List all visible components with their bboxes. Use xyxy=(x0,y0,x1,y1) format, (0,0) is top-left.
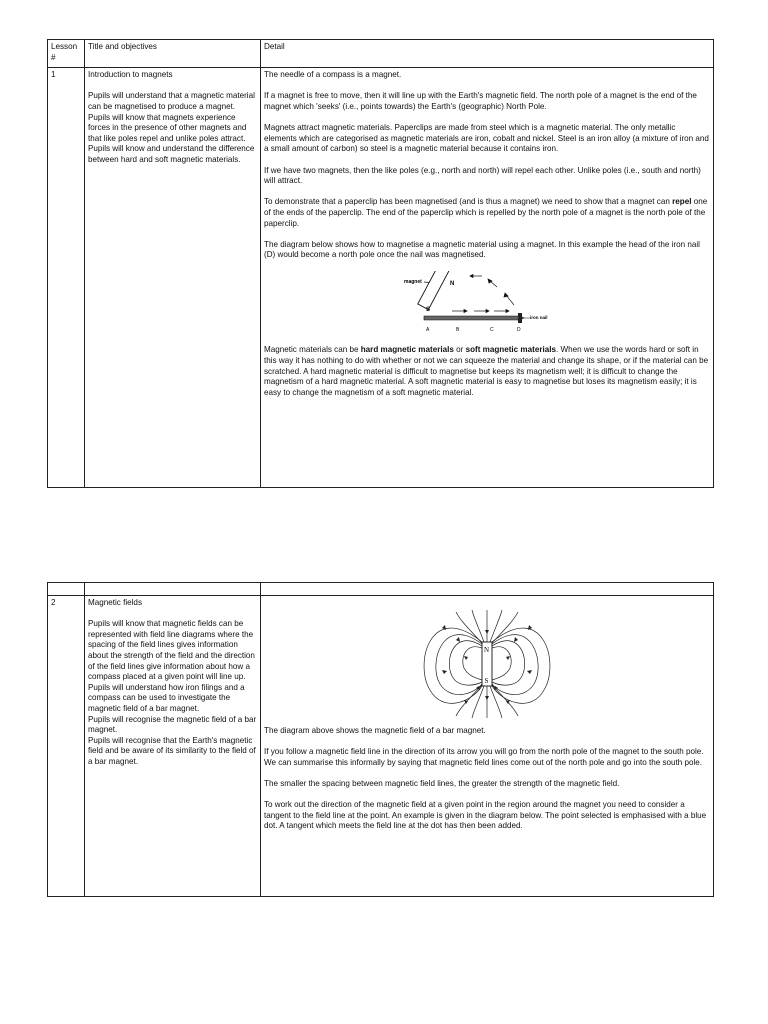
objective-item: Pupils will understand that a magnetic material can be magnetised to produce a magnet. xyxy=(88,91,255,111)
detail-paragraph: To work out the direction of the magnetic field at a given point in the region around the magnet you need to consider a tangent to the field line at the point. An example is given in the diagram below. The point selected is emphasised with a blue dot. A tangent which meets the field line at the dot has then been added. xyxy=(264,800,707,831)
lesson-number: 1 xyxy=(48,68,85,488)
bold-term: repel xyxy=(672,197,692,207)
objective-item: Pupils will know that magnets experience forces in the presence of other magnets and that like poles repel and unlike poles attract. xyxy=(88,112,247,143)
iron-nail xyxy=(424,316,524,320)
point-label-a: A xyxy=(426,327,430,334)
lesson-detail-cell xyxy=(261,596,714,897)
detail-paragraph: To demonstrate that a paperclip has been magnetised (and is thus a magnet) we need to show that a magnet can repel one of the ends of the paperclip. The end of the paperclip which is repelled by the north pole of a magnet is the north pole of the paperclip. xyxy=(264,197,708,228)
lesson-table-2 xyxy=(47,582,714,897)
table-row xyxy=(48,68,714,488)
table-row xyxy=(48,596,714,897)
stroke-arrows xyxy=(452,275,514,313)
bar-magnet-field-diagram xyxy=(420,608,554,720)
header-title-objectives: Title and objectives xyxy=(85,40,261,68)
objective-item: Pupils will understand how iron filings and a compass can be used to investigate the magnetic field of a bar magnet. xyxy=(88,682,245,713)
iron-nail-label: iron nail xyxy=(530,315,548,321)
lesson-number: 2 xyxy=(48,596,85,897)
s-pole-label: S xyxy=(426,307,431,314)
point-label-b: B xyxy=(456,327,460,334)
header-empty xyxy=(48,583,85,596)
bar-magnet xyxy=(418,271,449,310)
point-label-c: C xyxy=(490,327,494,334)
detail-paragraph: The diagram above shows the magnetic field of a bar magnet. xyxy=(264,726,486,735)
lesson-title: Magnetic fields xyxy=(88,598,142,607)
detail-paragraph: If we have two magnets, then the like poles (e.g., north and north) will repel each other. Unlike poles (i.e., south and north) will attract. xyxy=(264,165,701,186)
point-label-d: D xyxy=(517,327,521,334)
detail-paragraph: The needle of a compass is a magnet. xyxy=(264,70,402,80)
objective-item: Pupils will know that magnetic fields can be represented with field line diagrams where the spacing of the field lines gives information about the strength of the field and the direction of the field lines give information about how a compass placed at a given point will line up. xyxy=(88,619,255,682)
table-header-row xyxy=(48,40,714,68)
detail-paragraph: The diagram below shows how to magnetise a magnetic material using a magnet. In this example the head of the iron nail (D) would become a north pole once the nail was magnetised. xyxy=(264,239,700,260)
detail-paragraph: Magnetic materials can be hard magnetic materials or soft magnetic materials. When we use the words hard or soft in this way it has nothing to do with whether or not we can squeeze the material and change its shape, or if the material can be scratched. A hard magnetic material is difficult to magnetise but keeps its magnetism well; it is difficult to change the magnetism of a hard magnetic material. A soft magnetic material is easy to magnetise but loses its magnetism easily; it is easy to change the magnetism of a soft magnetic material. xyxy=(264,345,709,397)
detail-paragraph: The smaller the spacing between magnetic field lines, the greater the strength of the magnetic field. xyxy=(264,778,620,788)
header-empty xyxy=(261,583,714,596)
detail-paragraph: If a magnet is free to move, then it will line up with the Earth's magnetic field. The north pole of a magnet is the end of the magnet which 'seeks' (i.e., points towards) the Earth's (geographic) North Pole. xyxy=(264,91,697,111)
objective-item: Pupils will recognise that the Earth's magnetic field and be aware of its similarity to the field of a bar magnet. xyxy=(88,735,256,766)
detail-paragraph: Magnets attract magnetic materials. Paperclips are made from steel which is a magnetic material. The only metallic elements which are categorised as magnetic materials are iron, cobalt and nickel. Steel is an iron alloy (a mixture of iron and a small amount of carbon) so steel is a magnetic material because it contains iron. xyxy=(264,123,709,154)
header-lesson-number: Lesson # xyxy=(48,40,85,68)
n-pole-label: N xyxy=(450,281,455,288)
bold-term: soft magnetic materials xyxy=(465,345,556,355)
s-pole-label: S xyxy=(484,677,489,685)
objective-item: Pupils will know and understand the difference between hard and soft magnetic materials. xyxy=(88,144,255,164)
bold-term: hard magnetic materials xyxy=(360,345,454,355)
n-pole-label: N xyxy=(484,646,490,654)
magnet-label: magnet xyxy=(404,279,422,286)
lesson-title-cell xyxy=(85,596,261,897)
detail-paragraph: If you follow a magnetic field line in the direction of its arrow you will go from the north pole of the magnet to the south pole. We can summarise this informally by saying that magnetic field lines come out of the north pole and go into the south pole. xyxy=(264,747,704,767)
objective-item: Pupils will recognise the magnetic field of a bar magnet. xyxy=(88,714,257,735)
objectives-list xyxy=(88,91,257,165)
header-detail: Detail xyxy=(261,40,714,68)
lesson-table-1 xyxy=(47,39,714,488)
magnetising-nail-diagram xyxy=(402,271,572,335)
objectives-list xyxy=(88,619,257,767)
lesson-title: Introduction to magnets xyxy=(88,70,173,80)
header-empty xyxy=(85,583,261,596)
lesson-title-cell xyxy=(85,68,261,488)
lesson-detail-cell xyxy=(261,68,714,488)
table-header-row xyxy=(48,583,714,596)
